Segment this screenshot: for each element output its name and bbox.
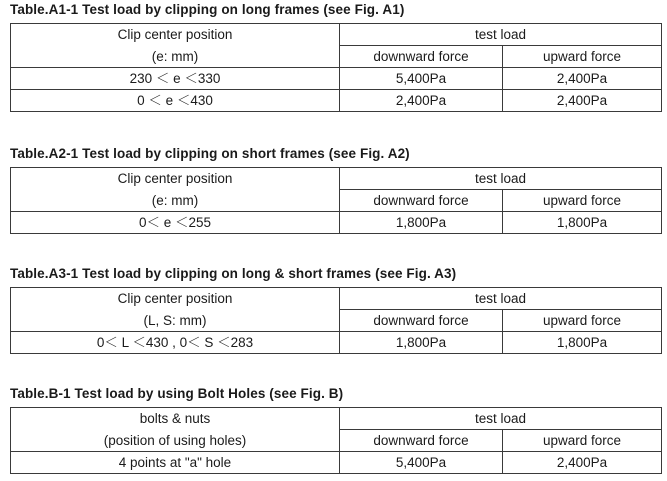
table-a2-title: Table.A2-1 Test load by clipping on short frames (see Fig. A2) (10, 146, 410, 161)
sub-header-upward: upward force (503, 46, 662, 68)
sub-header-downward: downward force (340, 190, 503, 212)
table-subheader-row (11, 46, 662, 68)
group-header-test-load: test load (340, 408, 662, 430)
cell-upward: 2,400Pa (503, 452, 662, 474)
group-header-test-load: test load (340, 288, 662, 310)
cell-downward: 2,400Pa (340, 90, 503, 112)
cell-downward: 1,800Pa (340, 212, 503, 234)
cell-position: 0 ＜ e ＜430 (11, 90, 340, 112)
table-a1-title: Table.A1-1 Test load by clipping on long frames (see Fig. A1) (10, 2, 405, 17)
sub-header-upward: upward force (503, 310, 662, 332)
group-header-test-load: test load (340, 24, 662, 46)
table-subheader-row (11, 310, 662, 332)
col-header-unit: (L, S: mm) (11, 310, 340, 332)
col-header-position: Clip center position (11, 24, 340, 46)
col-header-position: bolts & nuts (11, 408, 340, 430)
cell-position: 0＜ L ＜430 , 0＜ S ＜283 (11, 332, 340, 354)
cell-downward: 5,400Pa (340, 68, 503, 90)
table-row (11, 452, 662, 474)
sub-header-upward: upward force (503, 190, 662, 212)
col-header-position: Clip center position (11, 288, 340, 310)
cell-upward: 1,800Pa (503, 332, 662, 354)
col-header-unit: (e: mm) (11, 46, 340, 68)
table-header-row (11, 288, 662, 310)
table-a2 (10, 167, 662, 234)
sub-header-downward: downward force (340, 430, 503, 452)
col-header-position: Clip center position (11, 168, 340, 190)
table-header-row (11, 24, 662, 46)
cell-upward: 2,400Pa (503, 90, 662, 112)
sub-header-downward: downward force (340, 310, 503, 332)
table-subheader-row (11, 430, 662, 452)
table-b-title: Table.B-1 Test load by using Bolt Holes (see Fig. B) (10, 386, 344, 401)
group-header-test-load: test load (340, 168, 662, 190)
cell-position: 230 ＜ e ＜330 (11, 68, 340, 90)
cell-position: 0＜ e ＜255 (11, 212, 340, 234)
sub-header-downward: downward force (340, 46, 503, 68)
cell-position: 4 points at "a" hole (11, 452, 340, 474)
table-row (11, 68, 662, 90)
cell-upward: 2,400Pa (503, 68, 662, 90)
table-row (11, 212, 662, 234)
cell-upward: 1,800Pa (503, 212, 662, 234)
table-b (10, 407, 662, 474)
table-a1 (10, 23, 662, 112)
sub-header-upward: upward force (503, 430, 662, 452)
table-subheader-row (11, 190, 662, 212)
table-row (11, 90, 662, 112)
table-a3-title: Table.A3-1 Test load by clipping on long & short frames (see Fig. A3) (10, 266, 457, 281)
cell-downward: 1,800Pa (340, 332, 503, 354)
table-row (11, 332, 662, 354)
table-header-row (11, 408, 662, 430)
cell-downward: 5,400Pa (340, 452, 503, 474)
col-header-unit: (e: mm) (11, 190, 340, 212)
col-header-unit: (position of using holes) (11, 430, 340, 452)
table-a3 (10, 287, 662, 354)
table-header-row (11, 168, 662, 190)
